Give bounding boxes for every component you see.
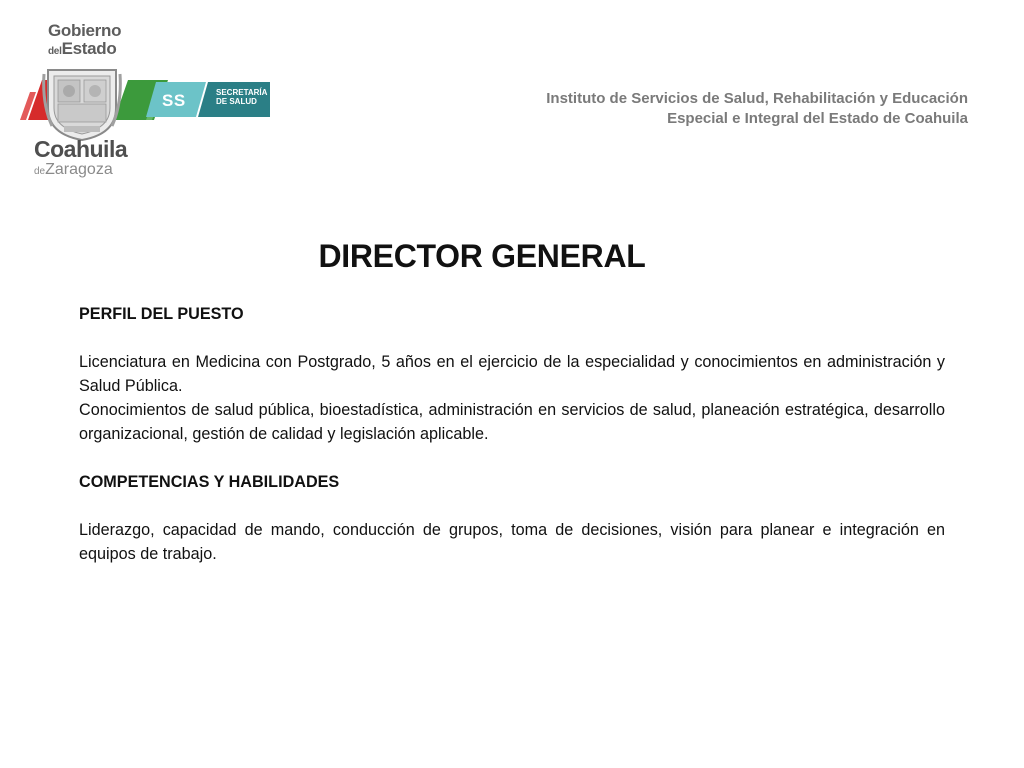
- secretaria-line1: SECRETARÍA: [216, 88, 268, 97]
- job-description: [79, 302, 945, 566]
- page-title: DIRECTOR GENERAL: [318, 238, 646, 274]
- competencies-heading: COMPETENCIAS Y HABILIDADES: [79, 473, 340, 491]
- spacer: [79, 326, 945, 350]
- coat-of-arms-icon: [42, 64, 122, 142]
- secretaria-label: [216, 88, 276, 106]
- logo-text-de: de: [34, 166, 46, 177]
- logo-text-de-zaragoza: [34, 161, 113, 179]
- logo-text-del-estado: [48, 40, 116, 57]
- ss-abbrev: SS: [162, 91, 186, 110]
- government-logo: [18, 18, 288, 183]
- competencies-paragraph: Liderazgo, capacidad de mando, conducción de grupos, toma de decisiones, visión para planear e integración en equipos de trabajo.: [79, 521, 945, 563]
- logo-text-zaragoza: Zaragoza: [45, 161, 113, 178]
- institute-line2: Especial e Integral del Estado de Coahuila: [667, 110, 968, 127]
- logo-text-estado: Estado: [61, 39, 117, 58]
- profile-heading: PERFIL DEL PUESTO: [79, 305, 244, 323]
- profile-paragraph-1: Licenciatura en Medicina con Postgrado, 5 años en el ejercicio de la especialidad y conocimientos en administración y Salud Pública.: [79, 353, 945, 395]
- institute-line1: Instituto de Servicios de Salud, Rehabilitación y Educación: [546, 90, 968, 107]
- logo-text-coahuila: Coahuila: [34, 136, 128, 162]
- logo-text-gobierno: Gobierno: [48, 21, 122, 40]
- institute-header: [546, 89, 968, 129]
- spacer: [79, 446, 945, 470]
- spacer: [79, 494, 945, 518]
- profile-paragraph-2: Conocimientos de salud pública, bioestadística, administración en servicios de salud, planeación estratégica, desarrollo organizacional, gestión de calidad y legislación aplicable.: [79, 401, 945, 443]
- secretaria-line2: DE SALUD: [216, 97, 257, 107]
- logo-text-del: del: [48, 46, 62, 57]
